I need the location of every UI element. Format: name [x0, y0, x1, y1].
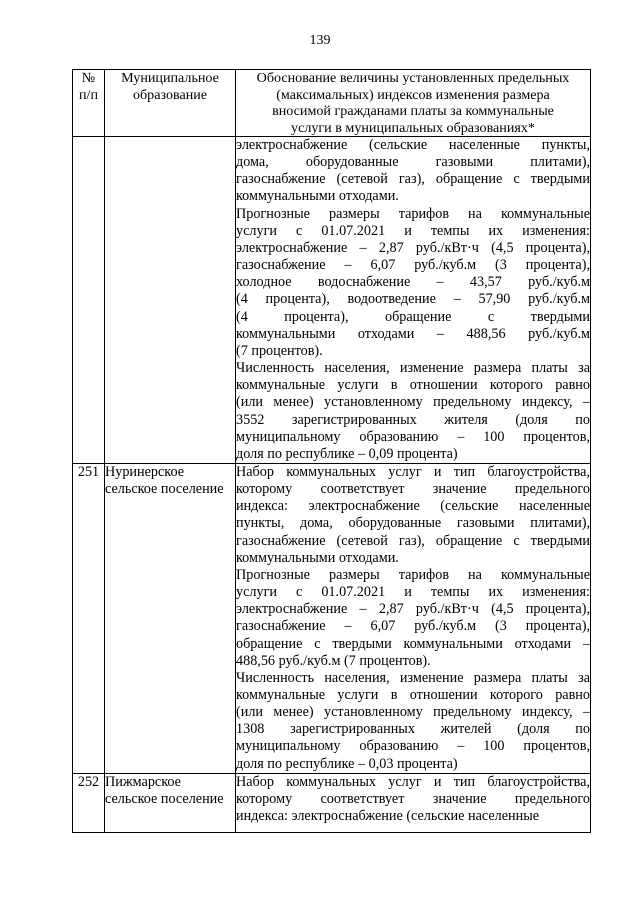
municipality-name: Пижмарское сельское поселение [105, 773, 236, 832]
text-line: электроснабжение (сельские населенные пункты, [236, 137, 590, 153]
text-line: услуги с 01.07.2021 и темпы их изменения: [236, 222, 590, 239]
text-line: дома, оборудованные газовыми плитами), [236, 154, 590, 171]
text-line: которому соответствует значение предельного [236, 790, 590, 807]
text-line: коммунальными отходами – 488,56 руб./куб.м [236, 325, 590, 342]
text-line: муниципальному образованию – 100 процентов, [236, 738, 590, 755]
text-line: пункты, дома, оборудованные газовыми плитами), [236, 515, 590, 532]
text-line: доля по республике – 0,09 процента) [236, 445, 458, 462]
header-justification: Обоснование величины установленных предельных (максимальных) индексов изменения размера вносимой гражданами платы за коммунальные услуги в муниципальных образованиях* [236, 70, 591, 137]
text-line: электроснабжение – 2,87 руб./кВт·ч (4,5 процента), [236, 601, 590, 618]
text-line: (4 процента), обращение с твердыми [236, 308, 590, 325]
tariff-table [72, 69, 591, 833]
text-line: 1308 зарегистрированных жителей (доля по [236, 721, 590, 738]
text-line: коммунальными отходами. [236, 188, 399, 205]
text-line: Численность населения, изменение размера платы за [236, 669, 590, 686]
text-line: 3552 зарегистрированных жителя (доля по [236, 411, 590, 428]
page-number: 139 [309, 33, 331, 48]
paragraph-services [236, 137, 590, 206]
text-line: коммунальные услуги в отношении которого равно [236, 687, 590, 703]
text-line: муниципальному образованию – 100 процентов, [236, 428, 590, 445]
text-line: (или менее) установленному предельному индексу, – [236, 704, 590, 721]
text-line: доля по республике – 0,03 процента) [236, 755, 458, 772]
paragraph-services [236, 774, 590, 825]
paragraph-population [236, 360, 590, 463]
row-number: 251 [73, 463, 105, 773]
text-line: услуги с 01.07.2021 и темпы их изменения: [236, 584, 590, 601]
paragraph-tariffs [236, 567, 590, 670]
table-row [73, 463, 591, 773]
text-line: Набор коммунальных услуг и тип благоустройства, [236, 463, 590, 480]
header-municipality: Муниципальное образование [105, 70, 236, 137]
municipality-name: Нуринерское сельское поселение [105, 463, 236, 773]
text-line: Прогнозные размеры тарифов на коммунальные [236, 205, 590, 222]
text-line: (или менее) установленному предельному индексу, – [236, 394, 590, 411]
paragraph-tariffs [236, 206, 590, 360]
text-line: газоснабжение (сетевой газ), обращение с твердыми [236, 171, 590, 188]
text-line: электроснабжение – 2,87 руб./кВт·ч (4,5 процента), [236, 239, 590, 256]
text-line: Численность населения, изменение размера платы за [236, 360, 590, 377]
text-line: газоснабжение – 6,07 руб./куб.м (3 процента), [236, 618, 590, 635]
justification-cell [236, 463, 591, 773]
header-num: № п/п [73, 70, 105, 137]
text-line: индекса: электроснабжение (сельские населенные [236, 808, 540, 825]
table-row [73, 137, 591, 464]
text-line: газоснабжение – 6,07 руб./куб.м (3 процента), [236, 257, 590, 274]
text-line: (4 процента), водоотведение – 57,90 руб./куб.м [236, 291, 590, 308]
table-row [73, 773, 591, 832]
justification-cell [236, 773, 591, 832]
text-line: коммунальные услуги в отношении которого равно [236, 377, 590, 394]
municipality-name [105, 137, 236, 464]
paragraph-population [236, 670, 590, 773]
text-line: обращение с твердыми коммунальными отходами – [236, 635, 590, 652]
justification-cell [236, 137, 591, 464]
text-line: Прогнозные размеры тарифов на коммунальные [236, 566, 590, 583]
cut-off-continuation [236, 774, 590, 832]
text-line: которому соответствует значение предельного [236, 481, 590, 498]
text-line: (7 процентов). [236, 342, 323, 359]
text-line: газоснабжение (сетевой газ), обращение с твердыми [236, 532, 590, 549]
paragraph-services [236, 464, 590, 567]
text-line: коммунальными отходами. [236, 549, 399, 566]
row-number: 252 [73, 773, 105, 832]
text-line: Набор коммунальных услуг и тип благоустройства, [236, 773, 590, 790]
table-header-row [73, 70, 591, 137]
text-line: 488,56 руб./куб.м (7 процентов). [236, 652, 431, 669]
row-number [73, 137, 105, 464]
text-line: холодное водоснабжение – 43,57 руб./куб.м [236, 274, 590, 291]
text-line: индекса: электроснабжение (сельские населенные [236, 498, 590, 515]
